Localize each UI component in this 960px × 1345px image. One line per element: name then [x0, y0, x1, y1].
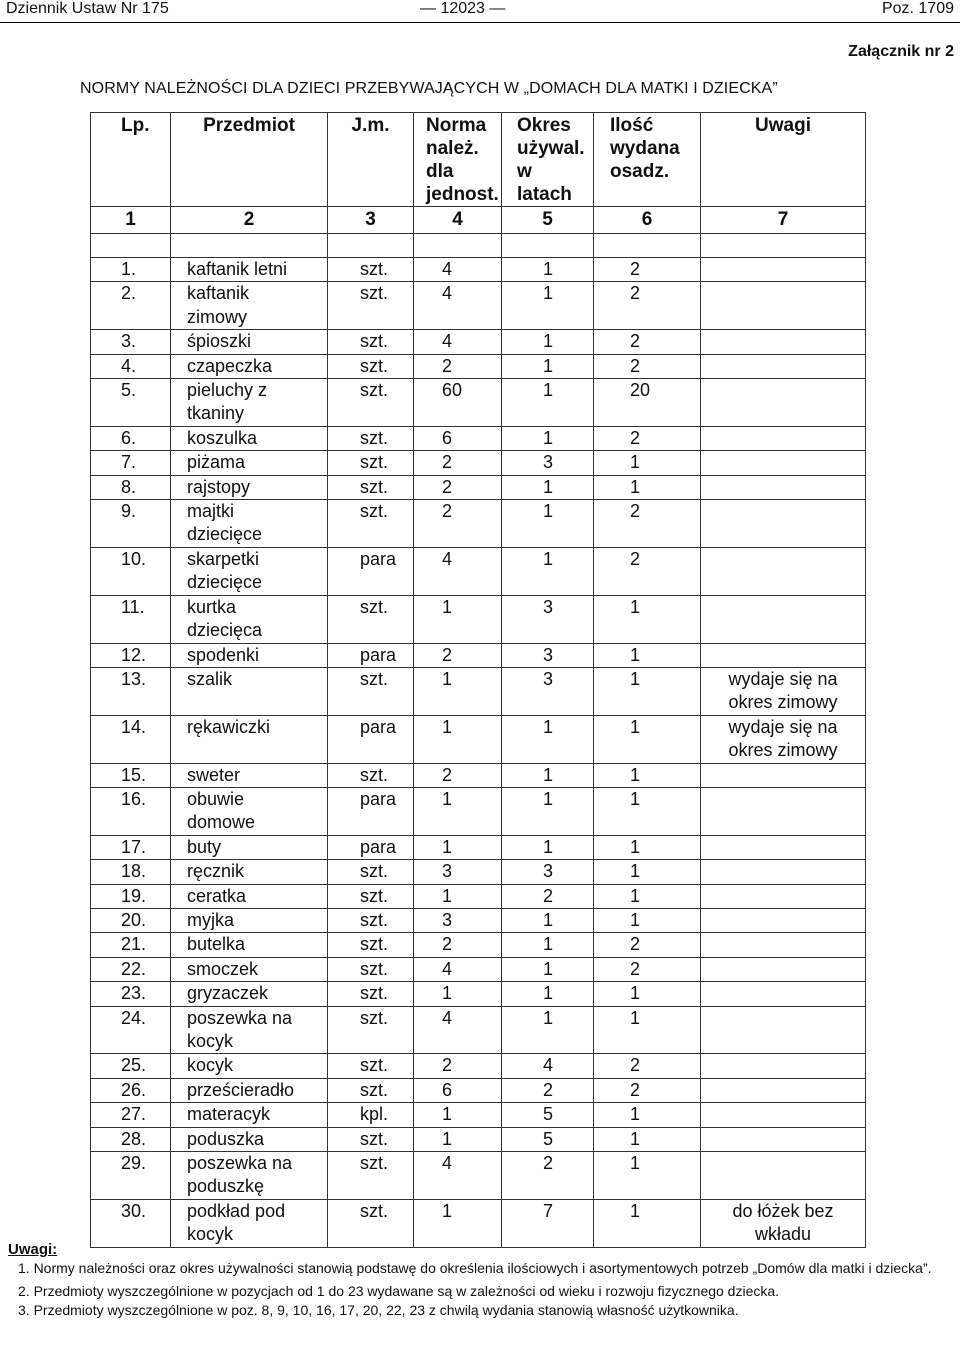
page-number: — 12023 —: [420, 0, 506, 17]
norm-quantity: 1: [414, 1199, 502, 1247]
item-name: poduszka: [171, 1127, 328, 1151]
usage-period: 3: [502, 667, 594, 715]
remarks: [701, 1127, 866, 1151]
item-name: materacyk: [171, 1103, 328, 1127]
row-number: 22.: [91, 957, 171, 981]
usage-period: 3: [502, 595, 594, 643]
note-item: 2. Przedmioty wyszczególnione w pozycjach od 1 do 23 wydawane są w zależności od wieku i rozwoju fizycznego dziecka.: [18, 1283, 780, 1299]
item-name: skarpetki dziecięce: [171, 547, 328, 595]
row-number: 21.: [91, 933, 171, 957]
unit: szt.: [328, 1152, 414, 1200]
column-number: 4: [414, 207, 502, 234]
remarks: [701, 426, 866, 450]
notes-section: [8, 1240, 956, 1320]
unit: szt.: [328, 379, 414, 427]
norm-quantity: 1: [414, 884, 502, 908]
issued-quantity: 1: [594, 787, 701, 835]
usage-period: 2: [502, 1152, 594, 1200]
item-name: myjka: [171, 908, 328, 932]
usage-period: 1: [502, 933, 594, 957]
item-name: buty: [171, 835, 328, 859]
remarks: [701, 884, 866, 908]
norm-quantity: 4: [414, 1006, 502, 1054]
usage-period: 1: [502, 258, 594, 282]
usage-period: 1: [502, 1006, 594, 1054]
issued-quantity: 1: [594, 1127, 701, 1151]
remarks: [701, 860, 866, 884]
norm-quantity: 2: [414, 643, 502, 667]
remarks: [701, 957, 866, 981]
usage-period: 1: [502, 787, 594, 835]
row-number: 27.: [91, 1103, 171, 1127]
column-number: 1: [91, 207, 171, 234]
item-name: podkład pod kocyk: [171, 1199, 328, 1247]
unit: szt.: [328, 1199, 414, 1247]
norm-quantity: 6: [414, 426, 502, 450]
unit: szt.: [328, 1127, 414, 1151]
issued-quantity: 2: [594, 957, 701, 981]
table-row: [91, 667, 866, 715]
table-row: [91, 787, 866, 835]
row-number: 7.: [91, 451, 171, 475]
remarks: [701, 1054, 866, 1078]
header-period: Okres używal. w latach: [502, 113, 594, 207]
issued-quantity: 2: [594, 547, 701, 595]
usage-period: 1: [502, 330, 594, 354]
norm-quantity: 2: [414, 451, 502, 475]
usage-period: 2: [502, 1078, 594, 1102]
row-number: 2.: [91, 282, 171, 330]
table-row: [91, 643, 866, 667]
issued-quantity: 1: [594, 763, 701, 787]
remarks: [701, 787, 866, 835]
unit: szt.: [328, 330, 414, 354]
column-number: 3: [328, 207, 414, 234]
issued-quantity: 1: [594, 643, 701, 667]
item-name: majtki dziecięce: [171, 500, 328, 548]
item-name: ręcznik: [171, 860, 328, 884]
table-row: [91, 475, 866, 499]
table-header-row: [91, 113, 866, 207]
usage-period: 1: [502, 908, 594, 932]
norm-quantity: 4: [414, 1152, 502, 1200]
norm-quantity: 2: [414, 354, 502, 378]
row-number: 24.: [91, 1006, 171, 1054]
row-number: 29.: [91, 1152, 171, 1200]
header-item: Przedmiot: [171, 113, 328, 207]
row-number: 28.: [91, 1127, 171, 1151]
unit: szt.: [328, 933, 414, 957]
row-number: 13.: [91, 667, 171, 715]
journal-title: Dziennik Ustaw Nr 175: [6, 0, 169, 17]
item-name: kurtka dziecięca: [171, 595, 328, 643]
remarks: [701, 330, 866, 354]
unit: szt.: [328, 1054, 414, 1078]
remarks: [701, 451, 866, 475]
remarks: [701, 908, 866, 932]
table-row: [91, 500, 866, 548]
usage-period: 3: [502, 643, 594, 667]
row-number: 30.: [91, 1199, 171, 1247]
unit: szt.: [328, 957, 414, 981]
norm-quantity: 2: [414, 500, 502, 548]
item-name: spodenki: [171, 643, 328, 667]
usage-period: 1: [502, 379, 594, 427]
remarks: [701, 379, 866, 427]
header-unit: J.m.: [328, 113, 414, 207]
norm-quantity: 2: [414, 763, 502, 787]
table-row: [91, 957, 866, 981]
header-rule: [0, 22, 960, 23]
remarks: [701, 933, 866, 957]
remarks: [701, 763, 866, 787]
issued-quantity: 2: [594, 933, 701, 957]
issued-quantity: 2: [594, 282, 701, 330]
position-number: Poz. 1709: [881, 0, 954, 17]
norm-quantity: 60: [414, 379, 502, 427]
row-number: 19.: [91, 884, 171, 908]
usage-period: 1: [502, 354, 594, 378]
unit: para: [328, 715, 414, 763]
row-number: 16.: [91, 787, 171, 835]
page-header: [0, 0, 960, 22]
norm-quantity: 1: [414, 715, 502, 763]
norm-quantity: 1: [414, 1103, 502, 1127]
unit: para: [328, 643, 414, 667]
remarks: [701, 258, 866, 282]
usage-period: 4: [502, 1054, 594, 1078]
row-number: 9.: [91, 500, 171, 548]
row-number: 18.: [91, 860, 171, 884]
item-name: śpioszki: [171, 330, 328, 354]
table-row: [91, 330, 866, 354]
usage-period: 1: [502, 715, 594, 763]
item-name: kaftanik zimowy: [171, 282, 328, 330]
usage-period: 2: [502, 884, 594, 908]
note-item: 3. Przedmioty wyszczególnione w poz. 8, 9, 10, 16, 17, 20, 22, 23 z chwilą wydania stanowią własność użytkownika.: [18, 1302, 739, 1318]
header-remarks: Uwagi: [701, 113, 866, 207]
norm-quantity: 4: [414, 330, 502, 354]
item-name: smoczek: [171, 957, 328, 981]
norm-quantity: 4: [414, 258, 502, 282]
norm-quantity: 1: [414, 835, 502, 859]
table-row: [91, 835, 866, 859]
remarks: wydaje się na okres zimowy: [701, 667, 866, 715]
issued-quantity: 20: [594, 379, 701, 427]
remarks: [701, 1103, 866, 1127]
column-number: 6: [594, 207, 701, 234]
usage-period: 1: [502, 982, 594, 1006]
unit: szt.: [328, 426, 414, 450]
item-name: szalik: [171, 667, 328, 715]
remarks: [701, 643, 866, 667]
table-row: [91, 354, 866, 378]
table-row: [91, 1078, 866, 1102]
row-number: 17.: [91, 835, 171, 859]
remarks: [701, 354, 866, 378]
issued-quantity: 2: [594, 258, 701, 282]
unit: para: [328, 547, 414, 595]
remarks: [701, 547, 866, 595]
header-lp: Lp.: [91, 113, 171, 207]
usage-period: 1: [502, 426, 594, 450]
unit: szt.: [328, 982, 414, 1006]
table-row: [91, 1103, 866, 1127]
norm-quantity: 3: [414, 908, 502, 932]
unit: szt.: [328, 908, 414, 932]
table-row: [91, 1006, 866, 1054]
note-item: 1. Normy należności oraz okres używalności stanowią podstawę do określenia ilościowych i asortymentowych potrzeb „Domów dla matki i dziecka”.: [18, 1260, 932, 1276]
remarks: wydaje się na okres zimowy: [701, 715, 866, 763]
table-row: [91, 860, 866, 884]
remarks: [701, 835, 866, 859]
table-row: [91, 908, 866, 932]
issued-quantity: 1: [594, 835, 701, 859]
norm-quantity: 4: [414, 957, 502, 981]
usage-period: 7: [502, 1199, 594, 1247]
table-row: [91, 451, 866, 475]
usage-period: 5: [502, 1127, 594, 1151]
norm-quantity: 1: [414, 595, 502, 643]
row-number: 3.: [91, 330, 171, 354]
table-row: [91, 595, 866, 643]
remarks: do łóżek bez wkładu: [701, 1199, 866, 1247]
item-name: czapeczka: [171, 354, 328, 378]
norm-quantity: 1: [414, 1127, 502, 1151]
item-name: koszulka: [171, 426, 328, 450]
issued-quantity: 2: [594, 354, 701, 378]
item-name: kaftanik letni: [171, 258, 328, 282]
usage-period: 1: [502, 282, 594, 330]
table-row: [91, 1127, 866, 1151]
unit: szt.: [328, 282, 414, 330]
usage-period: 1: [502, 547, 594, 595]
unit: szt.: [328, 475, 414, 499]
remarks: [701, 1152, 866, 1200]
norm-quantity: 2: [414, 933, 502, 957]
table-row: [91, 1152, 866, 1200]
item-name: rękawiczki: [171, 715, 328, 763]
unit: para: [328, 835, 414, 859]
table-row: [91, 933, 866, 957]
item-name: prześcieradło: [171, 1078, 328, 1102]
remarks: [701, 282, 866, 330]
row-number: 6.: [91, 426, 171, 450]
usage-period: 1: [502, 957, 594, 981]
row-number: 25.: [91, 1054, 171, 1078]
unit: szt.: [328, 1006, 414, 1054]
unit: szt.: [328, 595, 414, 643]
norm-quantity: 2: [414, 475, 502, 499]
row-number: 23.: [91, 982, 171, 1006]
item-name: piżama: [171, 451, 328, 475]
norm-quantity: 1: [414, 982, 502, 1006]
column-number-row: [91, 207, 866, 234]
issued-quantity: 1: [594, 475, 701, 499]
row-number: 5.: [91, 379, 171, 427]
usage-period: 1: [502, 835, 594, 859]
row-number: 4.: [91, 354, 171, 378]
issued-quantity: 2: [594, 500, 701, 548]
item-name: sweter: [171, 763, 328, 787]
item-name: kocyk: [171, 1054, 328, 1078]
issued-quantity: 1: [594, 451, 701, 475]
annex-label: Załącznik nr 2: [848, 43, 954, 60]
column-number: 2: [171, 207, 328, 234]
table-row: [91, 547, 866, 595]
document-title: NORMY NALEŻNOŚCI DLA DZIECI PRZEBYWAJĄCYCH W „DOMACH DLA MATKI I DZIECKA”: [80, 80, 778, 97]
usage-period: 1: [502, 475, 594, 499]
usage-period: 3: [502, 451, 594, 475]
issued-quantity: 1: [594, 1006, 701, 1054]
norm-quantity: 2: [414, 1054, 502, 1078]
unit: szt.: [328, 500, 414, 548]
row-number: 11.: [91, 595, 171, 643]
usage-period: 1: [502, 500, 594, 548]
table-row: [91, 763, 866, 787]
column-number: 7: [701, 207, 866, 234]
unit: szt.: [328, 258, 414, 282]
row-number: 12.: [91, 643, 171, 667]
table-row: [91, 426, 866, 450]
norm-quantity: 1: [414, 787, 502, 835]
issued-quantity: 1: [594, 667, 701, 715]
unit: szt.: [328, 667, 414, 715]
issued-quantity: 1: [594, 1152, 701, 1200]
unit: szt.: [328, 763, 414, 787]
issued-quantity: 1: [594, 715, 701, 763]
unit: szt.: [328, 1078, 414, 1102]
item-name: pieluchy z tkaniny: [171, 379, 328, 427]
row-number: 14.: [91, 715, 171, 763]
row-number: 20.: [91, 908, 171, 932]
item-name: ceratka: [171, 884, 328, 908]
spacer-row: [91, 234, 866, 258]
table-row: [91, 258, 866, 282]
issued-quantity: 2: [594, 426, 701, 450]
issued-quantity: 1: [594, 1103, 701, 1127]
column-number: 5: [502, 207, 594, 234]
issued-quantity: 1: [594, 982, 701, 1006]
remarks: [701, 1078, 866, 1102]
norm-quantity: 4: [414, 282, 502, 330]
row-number: 10.: [91, 547, 171, 595]
table-row: [91, 884, 866, 908]
table-row: [91, 379, 866, 427]
unit: kpl.: [328, 1103, 414, 1127]
unit: szt.: [328, 860, 414, 884]
row-number: 15.: [91, 763, 171, 787]
item-name: gryzaczek: [171, 982, 328, 1006]
unit: szt.: [328, 884, 414, 908]
issued-quantity: 1: [594, 884, 701, 908]
norm-quantity: 6: [414, 1078, 502, 1102]
unit: szt.: [328, 354, 414, 378]
norm-quantity: 4: [414, 547, 502, 595]
table-row: [91, 1054, 866, 1078]
item-name: butelka: [171, 933, 328, 957]
item-name: poszewka na poduszkę: [171, 1152, 328, 1200]
row-number: 8.: [91, 475, 171, 499]
table-row: [91, 282, 866, 330]
item-name: rajstopy: [171, 475, 328, 499]
norms-table: [90, 112, 866, 1248]
issued-quantity: 1: [594, 860, 701, 884]
issued-quantity: 1: [594, 595, 701, 643]
issued-quantity: 2: [594, 1078, 701, 1102]
unit: szt.: [328, 451, 414, 475]
header-norm: Norma należ. dla jednost.: [414, 113, 502, 207]
table-body: [91, 258, 866, 1248]
item-name: obuwie domowe: [171, 787, 328, 835]
remarks: [701, 1006, 866, 1054]
header-quantity: Ilość wydana osadz.: [594, 113, 701, 207]
norm-quantity: 3: [414, 860, 502, 884]
usage-period: 1: [502, 763, 594, 787]
table-row: [91, 715, 866, 763]
norm-quantity: 1: [414, 667, 502, 715]
remarks: [701, 982, 866, 1006]
table-row: [91, 982, 866, 1006]
notes-title: Uwagi:: [8, 1241, 58, 1258]
remarks: [701, 475, 866, 499]
row-number: 26.: [91, 1078, 171, 1102]
remarks: [701, 595, 866, 643]
issued-quantity: 2: [594, 330, 701, 354]
usage-period: 3: [502, 860, 594, 884]
unit: para: [328, 787, 414, 835]
issued-quantity: 2: [594, 1054, 701, 1078]
usage-period: 5: [502, 1103, 594, 1127]
issued-quantity: 1: [594, 1199, 701, 1247]
row-number: 1.: [91, 258, 171, 282]
issued-quantity: 1: [594, 908, 701, 932]
remarks: [701, 500, 866, 548]
item-name: poszewka na kocyk: [171, 1006, 328, 1054]
